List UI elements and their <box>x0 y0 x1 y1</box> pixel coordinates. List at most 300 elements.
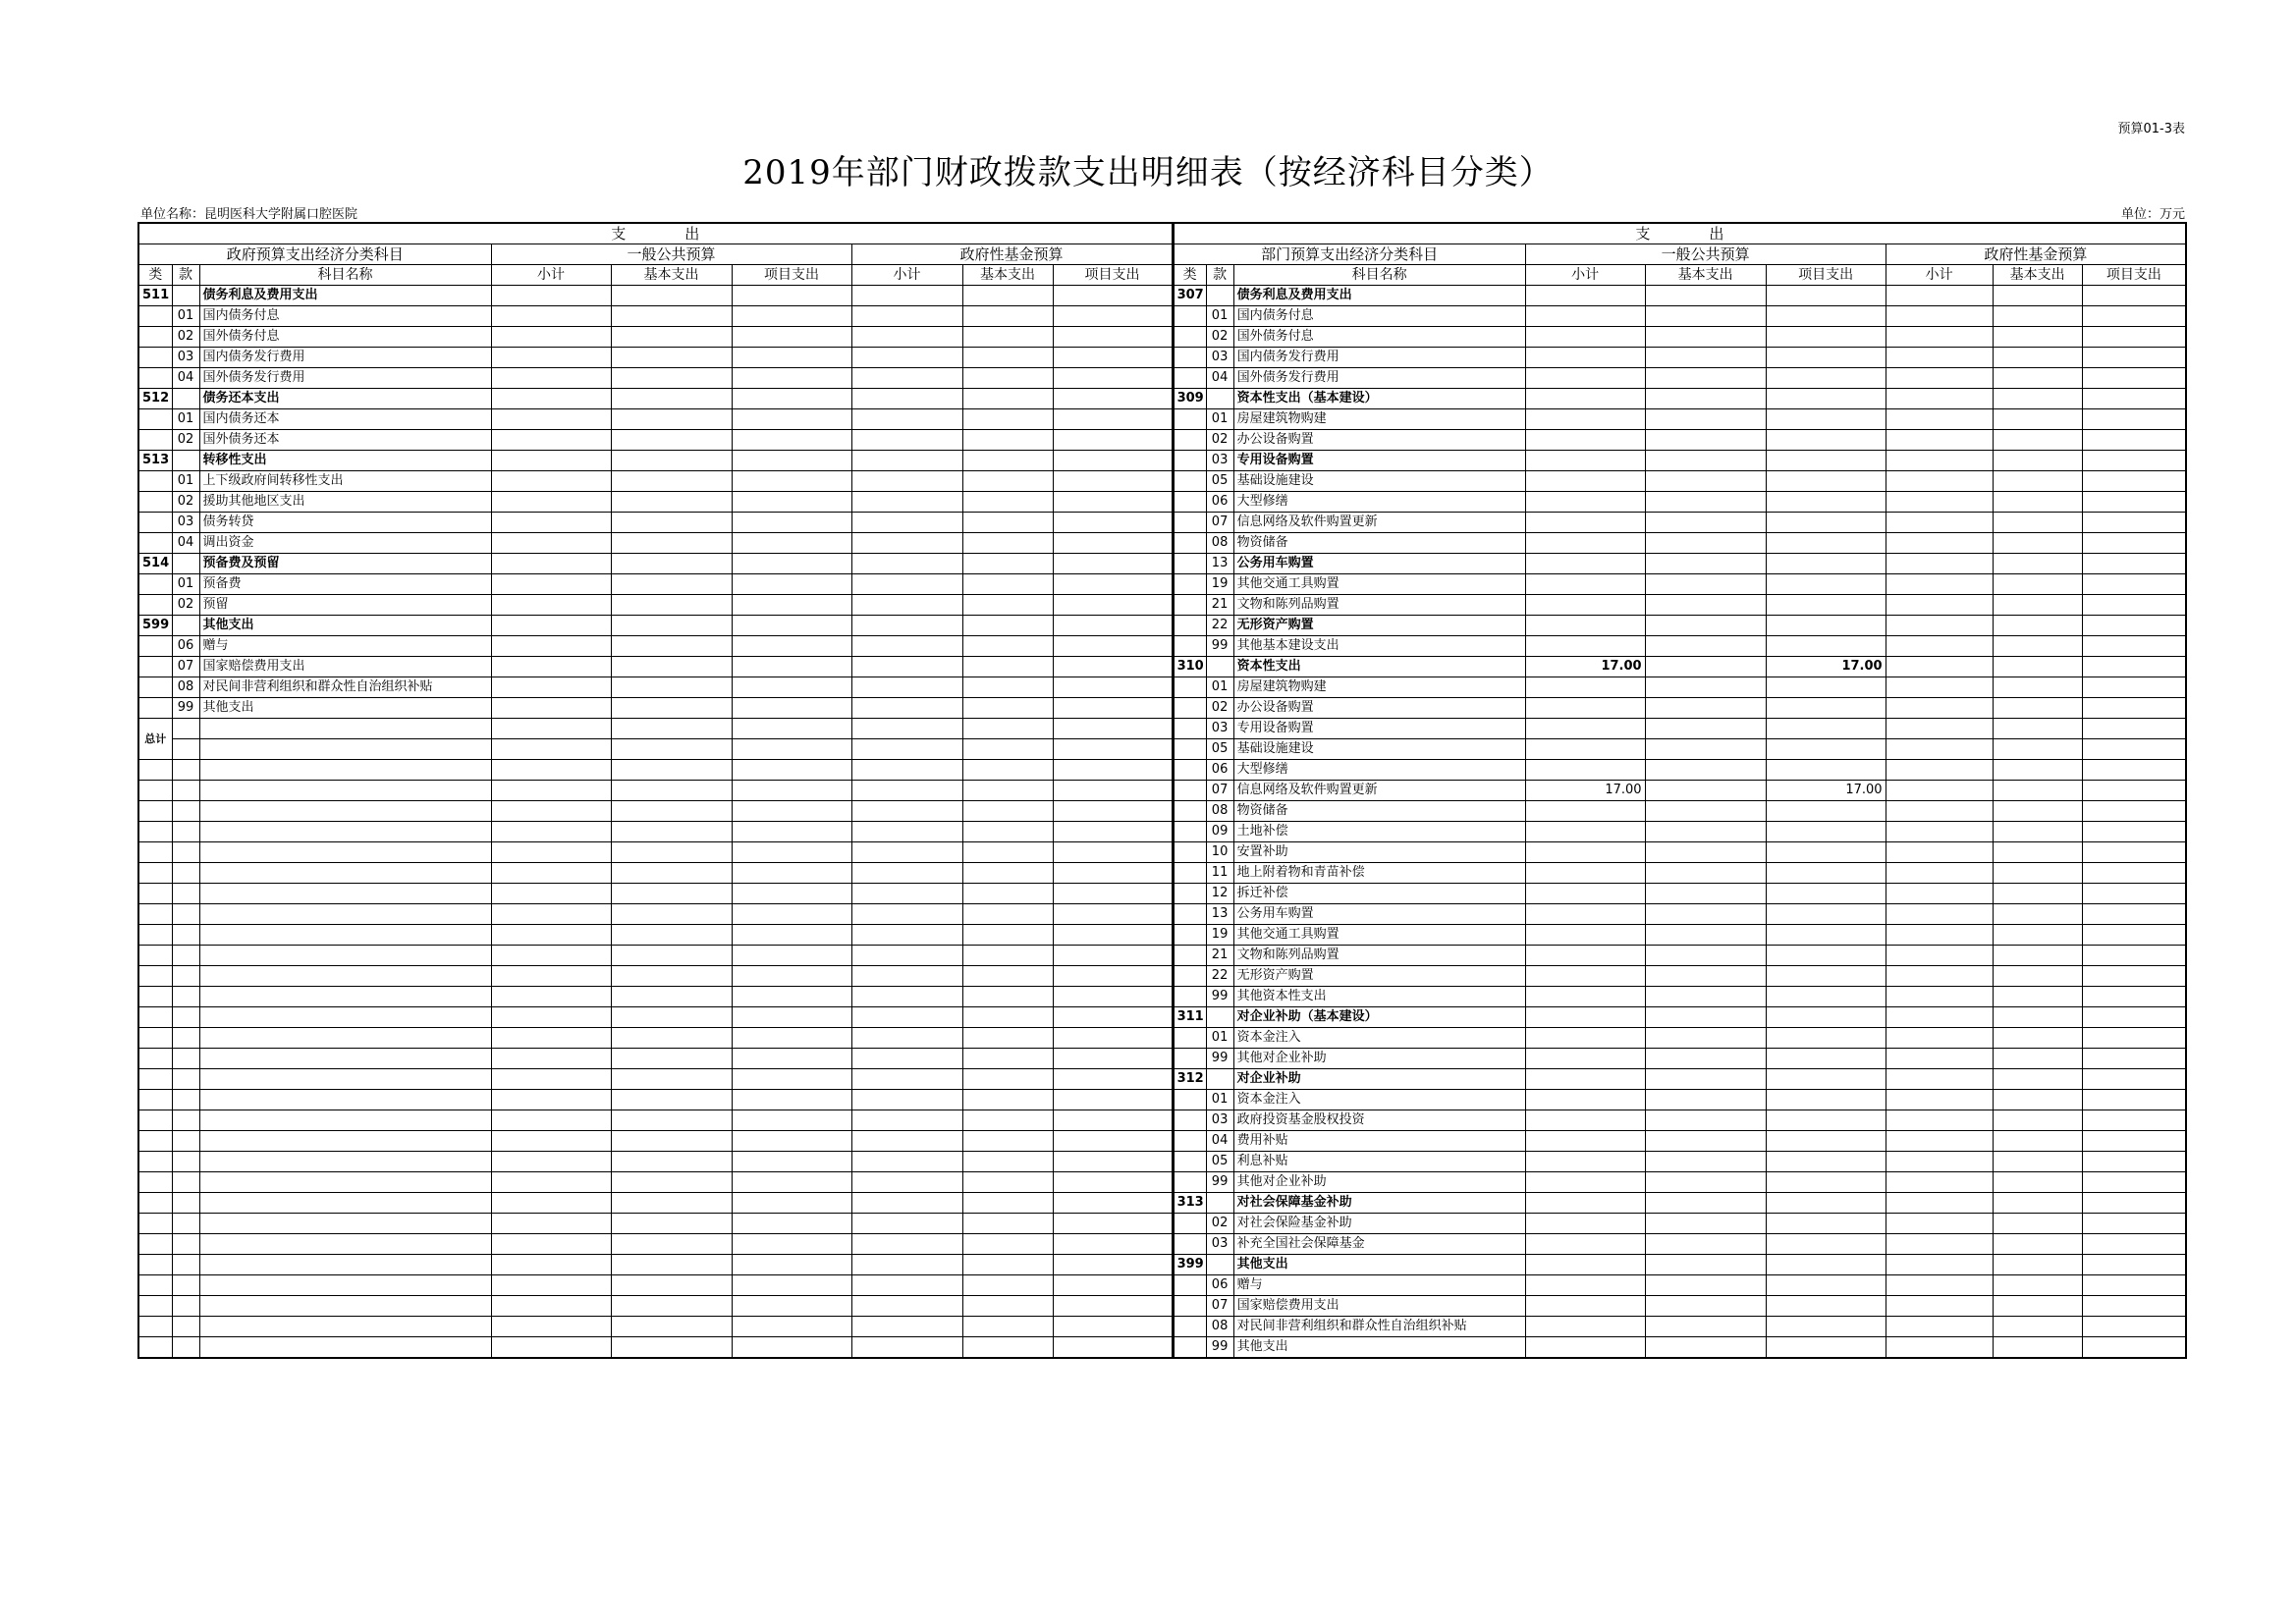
left-amount-cell <box>611 451 732 471</box>
left-amount-cell <box>732 719 851 739</box>
table-row <box>138 492 2186 513</box>
table-row <box>138 1172 2186 1193</box>
left-amount-cell <box>611 1317 732 1337</box>
right-subject-name-cell: 文物和陈列品购置 <box>1233 946 1525 966</box>
right-kuan-header: 款 <box>1206 265 1233 286</box>
right-gen-project-cell <box>1766 1110 1886 1131</box>
left-amount-cell <box>962 471 1053 492</box>
right-subject-name-cell: 政府投资基金股权投资 <box>1233 1110 1525 1131</box>
right-subject-name-cell: 补充全国社会保障基金 <box>1233 1234 1525 1255</box>
right-subject-name-cell: 利息补贴 <box>1233 1152 1525 1172</box>
right-gen-basic-cell <box>1645 1214 1766 1234</box>
right-gen-subtotal-cell <box>1525 574 1645 595</box>
right-kuan-cell: 22 <box>1206 616 1233 636</box>
right-fund-subtotal-cell <box>1886 513 1993 533</box>
left-lei-cell <box>138 513 172 533</box>
left-amount-cell <box>732 1049 851 1069</box>
left-fund-basic-header: 基本支出 <box>962 265 1053 286</box>
left-amount-cell <box>491 719 611 739</box>
right-fund-project-cell <box>2082 368 2186 389</box>
right-gen-subtotal-cell <box>1525 348 1645 368</box>
right-gen-basic-cell <box>1645 574 1766 595</box>
right-fund-subtotal-cell <box>1886 368 1993 389</box>
left-amount-cell <box>732 306 851 327</box>
right-fund-project-cell <box>2082 719 2186 739</box>
left-subject-name-cell: 对民间非营利组织和群众性自治组织补贴 <box>199 677 491 698</box>
left-amount-cell <box>732 1131 851 1152</box>
left-amount-cell <box>1053 1234 1173 1255</box>
right-lei-cell <box>1173 760 1206 781</box>
left-amount-cell <box>1053 677 1173 698</box>
table-row <box>138 801 2186 822</box>
right-kuan-cell: 02 <box>1206 698 1233 719</box>
right-gen-subtotal-cell <box>1525 409 1645 430</box>
left-kuan-cell <box>172 739 199 760</box>
right-gen-subtotal-cell <box>1525 471 1645 492</box>
right-gen-subtotal-cell <box>1525 842 1645 863</box>
left-kuan-cell <box>172 1028 199 1049</box>
right-gen-subtotal-cell <box>1525 636 1645 657</box>
right-gen-basic-cell <box>1645 451 1766 471</box>
right-gen-project-cell <box>1766 842 1886 863</box>
right-subject-name-cell: 其他支出 <box>1233 1337 1525 1359</box>
left-amount-cell <box>611 1296 732 1317</box>
left-amount-cell <box>732 925 851 946</box>
left-amount-cell <box>962 1317 1053 1337</box>
right-lei-cell <box>1173 1275 1206 1296</box>
right-subject-name-cell: 对社会保障基金补助 <box>1233 1193 1525 1214</box>
table-row <box>138 471 2186 492</box>
right-fund-subtotal-cell <box>1886 842 1993 863</box>
right-kuan-cell: 21 <box>1206 595 1233 616</box>
right-lei-cell <box>1173 987 1206 1007</box>
left-amount-cell <box>491 327 611 348</box>
left-amount-cell <box>491 1255 611 1275</box>
right-fund-project-cell <box>2082 327 2186 348</box>
left-amount-cell <box>1053 451 1173 471</box>
left-amount-cell <box>851 1110 962 1131</box>
left-kuan-cell: 02 <box>172 595 199 616</box>
left-amount-cell <box>851 1193 962 1214</box>
right-fund-basic-cell <box>1993 348 2082 368</box>
right-fund-project-cell <box>2082 698 2186 719</box>
left-lei-cell <box>138 987 172 1007</box>
right-lei-cell <box>1173 574 1206 595</box>
right-gen-basic-cell <box>1645 348 1766 368</box>
right-gen-subtotal-cell <box>1525 1049 1645 1069</box>
left-amount-cell <box>962 616 1053 636</box>
left-lei-cell <box>138 1214 172 1234</box>
right-gen-basic-cell <box>1645 1317 1766 1337</box>
left-kuan-cell: 02 <box>172 492 199 513</box>
right-lei-cell: 311 <box>1173 1007 1206 1028</box>
left-kuan-cell <box>172 1317 199 1337</box>
right-fund-subtotal-cell <box>1886 409 1993 430</box>
left-subject-name-cell <box>199 781 491 801</box>
table-row <box>138 946 2186 966</box>
left-amount-cell <box>962 1069 1053 1090</box>
right-fund-project-cell <box>2082 595 2186 616</box>
left-amount-cell <box>732 492 851 513</box>
left-lei-cell <box>138 657 172 677</box>
left-amount-cell <box>491 368 611 389</box>
right-fund-basic-cell <box>1993 781 2082 801</box>
right-subject-name-cell: 资本金注入 <box>1233 1028 1525 1049</box>
left-kuan-cell <box>172 1255 199 1275</box>
right-kuan-cell: 03 <box>1206 451 1233 471</box>
table-row <box>138 1110 2186 1131</box>
right-kuan-cell: 03 <box>1206 348 1233 368</box>
right-kuan-cell: 01 <box>1206 677 1233 698</box>
left-lei-cell <box>138 1131 172 1152</box>
right-gen-subtotal-header: 小计 <box>1525 265 1645 286</box>
left-amount-cell <box>732 471 851 492</box>
right-subject-name-cell: 基础设施建设 <box>1233 471 1525 492</box>
right-fund-basic-cell <box>1993 1296 2082 1317</box>
right-gen-subtotal-cell <box>1525 327 1645 348</box>
right-fund-subtotal-cell <box>1886 595 1993 616</box>
right-fund-project-cell <box>2082 1193 2186 1214</box>
left-amount-cell <box>962 286 1053 306</box>
left-amount-cell <box>1053 801 1173 822</box>
left-amount-cell <box>611 760 732 781</box>
right-fund-subtotal-cell <box>1886 616 1993 636</box>
left-amount-cell <box>1053 987 1173 1007</box>
left-amount-cell <box>851 966 962 987</box>
table-row <box>138 430 2186 451</box>
right-fund-project-cell <box>2082 533 2186 554</box>
left-subject-name-cell <box>199 739 491 760</box>
left-kuan-cell: 07 <box>172 657 199 677</box>
left-amount-cell <box>1053 1049 1173 1069</box>
table-row <box>138 513 2186 533</box>
right-gen-subtotal-cell <box>1525 595 1645 616</box>
left-subject-name-cell <box>199 1028 491 1049</box>
left-amount-cell <box>491 1049 611 1069</box>
left-amount-cell <box>1053 306 1173 327</box>
right-kuan-cell: 02 <box>1206 1214 1233 1234</box>
right-fund-basic-cell <box>1993 677 2082 698</box>
right-subject-name-cell: 资本性支出 <box>1233 657 1525 677</box>
left-amount-cell <box>962 1193 1053 1214</box>
left-subject-name-cell <box>199 719 491 739</box>
table-row <box>138 389 2186 409</box>
right-gen-subtotal-cell <box>1525 719 1645 739</box>
right-gen-project-cell <box>1766 368 1886 389</box>
right-gen-basic-cell <box>1645 1028 1766 1049</box>
right-gen-project-cell <box>1766 1255 1886 1275</box>
right-kuan-cell: 06 <box>1206 760 1233 781</box>
table-row <box>138 677 2186 698</box>
left-amount-cell <box>732 677 851 698</box>
left-amount-cell <box>962 1131 1053 1152</box>
left-amount-cell <box>1053 595 1173 616</box>
right-gen-project-cell <box>1766 533 1886 554</box>
left-lei-cell <box>138 1275 172 1296</box>
right-gen-project-cell <box>1766 966 1886 987</box>
left-amount-cell <box>851 884 962 904</box>
left-amount-cell <box>851 1337 962 1359</box>
left-amount-cell <box>962 904 1053 925</box>
left-amount-cell <box>611 946 732 966</box>
left-amount-cell <box>611 1214 732 1234</box>
right-subject-name-cell: 基础设施建设 <box>1233 739 1525 760</box>
left-amount-cell <box>851 677 962 698</box>
left-amount-cell <box>962 801 1053 822</box>
left-amount-cell <box>732 636 851 657</box>
left-kuan-cell <box>172 904 199 925</box>
right-fund-subtotal-cell <box>1886 1275 1993 1296</box>
right-lei-cell <box>1173 904 1206 925</box>
left-amount-cell <box>1053 1028 1173 1049</box>
right-subject-name-cell: 地上附着物和青苗补偿 <box>1233 863 1525 884</box>
right-gen-basic-cell <box>1645 657 1766 677</box>
left-amount-cell <box>1053 1296 1173 1317</box>
left-amount-cell <box>491 554 611 574</box>
left-lei-cell: 512 <box>138 389 172 409</box>
left-amount-cell <box>491 1069 611 1090</box>
left-amount-cell <box>611 574 732 595</box>
left-amount-cell <box>732 781 851 801</box>
right-gen-project-cell <box>1766 1090 1886 1110</box>
left-amount-cell <box>962 1007 1053 1028</box>
left-lei-cell <box>138 306 172 327</box>
left-amount-cell <box>1053 533 1173 554</box>
right-gen-project-cell <box>1766 739 1886 760</box>
left-lei-cell: 511 <box>138 286 172 306</box>
left-amount-cell <box>491 760 611 781</box>
right-fund-subtotal-cell <box>1886 657 1993 677</box>
right-fund-basic-cell <box>1993 1152 2082 1172</box>
left-amount-cell <box>491 616 611 636</box>
right-gen-project-cell <box>1766 451 1886 471</box>
right-gen-basic-cell <box>1645 884 1766 904</box>
right-fund-basic-cell <box>1993 966 2082 987</box>
right-fund-subtotal-cell <box>1886 492 1993 513</box>
right-gen-subtotal-cell: 17.00 <box>1525 657 1645 677</box>
right-gen-subtotal-cell <box>1525 389 1645 409</box>
left-subject-name-cell <box>199 1172 491 1193</box>
left-amount-cell <box>611 1193 732 1214</box>
left-amount-cell <box>962 1255 1053 1275</box>
right-gen-basic-cell <box>1645 286 1766 306</box>
left-amount-cell <box>1053 389 1173 409</box>
right-subject-name-cell: 大型修缮 <box>1233 760 1525 781</box>
left-amount-cell <box>962 1275 1053 1296</box>
left-amount-cell <box>851 409 962 430</box>
left-amount-cell <box>611 719 732 739</box>
left-amount-cell <box>732 801 851 822</box>
left-amount-cell <box>491 1234 611 1255</box>
right-kuan-cell <box>1206 1255 1233 1275</box>
left-amount-cell <box>611 781 732 801</box>
right-lei-cell <box>1173 554 1206 574</box>
left-amount-cell <box>851 781 962 801</box>
left-amount-cell <box>611 1255 732 1275</box>
right-fund-project-cell <box>2082 513 2186 533</box>
right-gen-project-cell <box>1766 1214 1886 1234</box>
right-fund-project-cell <box>2082 1337 2186 1359</box>
right-fund-project-cell <box>2082 760 2186 781</box>
left-lei-cell <box>138 1069 172 1090</box>
right-lei-cell <box>1173 636 1206 657</box>
left-amount-cell <box>732 987 851 1007</box>
right-fund-basic-cell <box>1993 1337 2082 1359</box>
right-subject-name-cell: 其他对企业补助 <box>1233 1049 1525 1069</box>
right-subject-name-cell: 办公设备购置 <box>1233 698 1525 719</box>
right-fund-project-cell <box>2082 1152 2186 1172</box>
left-amount-cell <box>611 471 732 492</box>
left-kuan-cell <box>172 946 199 966</box>
left-amount-cell <box>851 946 962 966</box>
left-kuan-cell <box>172 781 199 801</box>
left-kuan-cell <box>172 801 199 822</box>
right-kuan-cell: 08 <box>1206 1317 1233 1337</box>
left-amount-cell <box>611 1234 732 1255</box>
left-amount-cell <box>962 884 1053 904</box>
right-subject-name-cell: 其他交通工具购置 <box>1233 925 1525 946</box>
left-amount-cell <box>732 451 851 471</box>
right-gen-project-cell <box>1766 863 1886 884</box>
left-amount-cell <box>962 1214 1053 1234</box>
left-amount-cell <box>851 595 962 616</box>
left-kuan-cell: 01 <box>172 306 199 327</box>
right-subject-name-cell: 土地补偿 <box>1233 822 1525 842</box>
left-lei-cell <box>138 1090 172 1110</box>
left-amount-cell <box>491 306 611 327</box>
left-subject-name-cell <box>199 1296 491 1317</box>
left-lei-cell <box>138 1172 172 1193</box>
left-amount-cell <box>611 1152 732 1172</box>
table-row <box>138 822 2186 842</box>
left-amount-cell <box>491 1152 611 1172</box>
left-kuan-cell <box>172 863 199 884</box>
left-amount-cell <box>1053 719 1173 739</box>
right-gen-project-cell <box>1766 1069 1886 1090</box>
right-lei-cell <box>1173 1296 1206 1317</box>
left-subject-name-cell: 国内债务发行费用 <box>199 348 491 368</box>
table-row <box>138 1152 2186 1172</box>
right-gen-basic-cell <box>1645 409 1766 430</box>
right-gen-project-cell <box>1766 1049 1886 1069</box>
right-fund-basic-cell <box>1993 451 2082 471</box>
right-gen-basic-cell <box>1645 1337 1766 1359</box>
left-amount-cell <box>732 1317 851 1337</box>
left-amount-cell <box>1053 513 1173 533</box>
right-gen-subtotal-cell <box>1525 1152 1645 1172</box>
left-section-header: 支 出 <box>138 223 1173 244</box>
table-row <box>138 1193 2186 1214</box>
right-gen-subtotal-cell <box>1525 1234 1645 1255</box>
left-lei-cell <box>138 368 172 389</box>
right-fund-basic-cell <box>1993 554 2082 574</box>
left-amount-cell <box>732 760 851 781</box>
left-subject-name-cell: 赠与 <box>199 636 491 657</box>
left-amount-cell <box>1053 1317 1173 1337</box>
left-amount-cell <box>491 1110 611 1131</box>
right-lei-cell <box>1173 698 1206 719</box>
right-fund-basic-cell <box>1993 1317 2082 1337</box>
right-kuan-cell: 99 <box>1206 987 1233 1007</box>
left-subject-name-cell <box>199 1337 491 1359</box>
table-row <box>138 1214 2186 1234</box>
right-fund-basic-cell <box>1993 904 2082 925</box>
right-subject-name-cell: 债务利息及费用支出 <box>1233 286 1525 306</box>
table-row <box>138 1275 2186 1296</box>
left-amount-cell <box>962 513 1053 533</box>
right-gen-subtotal-cell <box>1525 698 1645 719</box>
right-fund-project-cell <box>2082 636 2186 657</box>
left-amount-cell <box>491 677 611 698</box>
left-amount-cell <box>962 1234 1053 1255</box>
left-kuan-cell <box>172 1214 199 1234</box>
right-lei-cell <box>1173 348 1206 368</box>
left-amount-cell <box>611 348 732 368</box>
right-fund-budget-header: 政府性基金预算 <box>1886 244 2186 265</box>
right-gen-project-cell <box>1766 389 1886 409</box>
left-amount-cell <box>962 719 1053 739</box>
left-amount-cell <box>491 698 611 719</box>
right-fund-subtotal-cell <box>1886 1069 1993 1090</box>
header-row-section <box>138 223 2186 244</box>
left-amount-cell <box>851 616 962 636</box>
left-kuan-cell <box>172 286 199 306</box>
right-gen-basic-cell <box>1645 1275 1766 1296</box>
left-kuan-cell: 02 <box>172 327 199 348</box>
left-kuan-cell <box>172 842 199 863</box>
right-kuan-cell: 12 <box>1206 884 1233 904</box>
left-subject-name-cell <box>199 1234 491 1255</box>
left-kuan-cell <box>172 987 199 1007</box>
right-subject-name-cell: 其他交通工具购置 <box>1233 574 1525 595</box>
right-fund-basic-cell <box>1993 1110 2082 1131</box>
right-fund-basic-cell <box>1993 513 2082 533</box>
left-amount-cell <box>611 925 732 946</box>
left-amount-cell <box>851 368 962 389</box>
table-row <box>138 368 2186 389</box>
right-gen-basic-cell <box>1645 1193 1766 1214</box>
left-amount-cell <box>491 946 611 966</box>
left-lei-cell <box>138 801 172 822</box>
right-fund-subtotal-cell <box>1886 1193 1993 1214</box>
left-amount-cell <box>732 1172 851 1193</box>
right-fund-basic-cell <box>1993 739 2082 760</box>
left-subject-name-cell <box>199 1255 491 1275</box>
right-fund-project-cell <box>2082 1214 2186 1234</box>
right-fund-basic-cell <box>1993 884 2082 904</box>
left-amount-cell <box>962 306 1053 327</box>
right-kuan-cell <box>1206 1193 1233 1214</box>
left-amount-cell <box>732 533 851 554</box>
right-gen-subtotal-cell <box>1525 1007 1645 1028</box>
left-amount-cell <box>1053 1152 1173 1172</box>
left-amount-cell <box>851 451 962 471</box>
left-amount-cell <box>851 306 962 327</box>
left-amount-cell <box>962 677 1053 698</box>
right-gen-project-cell <box>1766 471 1886 492</box>
right-kuan-cell: 04 <box>1206 1131 1233 1152</box>
left-amount-cell <box>611 698 732 719</box>
left-kuan-cell: 06 <box>172 636 199 657</box>
right-kuan-cell: 04 <box>1206 368 1233 389</box>
left-kuan-cell: 01 <box>172 409 199 430</box>
left-amount-cell <box>732 1337 851 1359</box>
table-row <box>138 884 2186 904</box>
left-amount-cell <box>962 409 1053 430</box>
right-fund-basic-cell <box>1993 1049 2082 1069</box>
right-lei-cell <box>1173 719 1206 739</box>
right-gen-basic-cell <box>1645 492 1766 513</box>
